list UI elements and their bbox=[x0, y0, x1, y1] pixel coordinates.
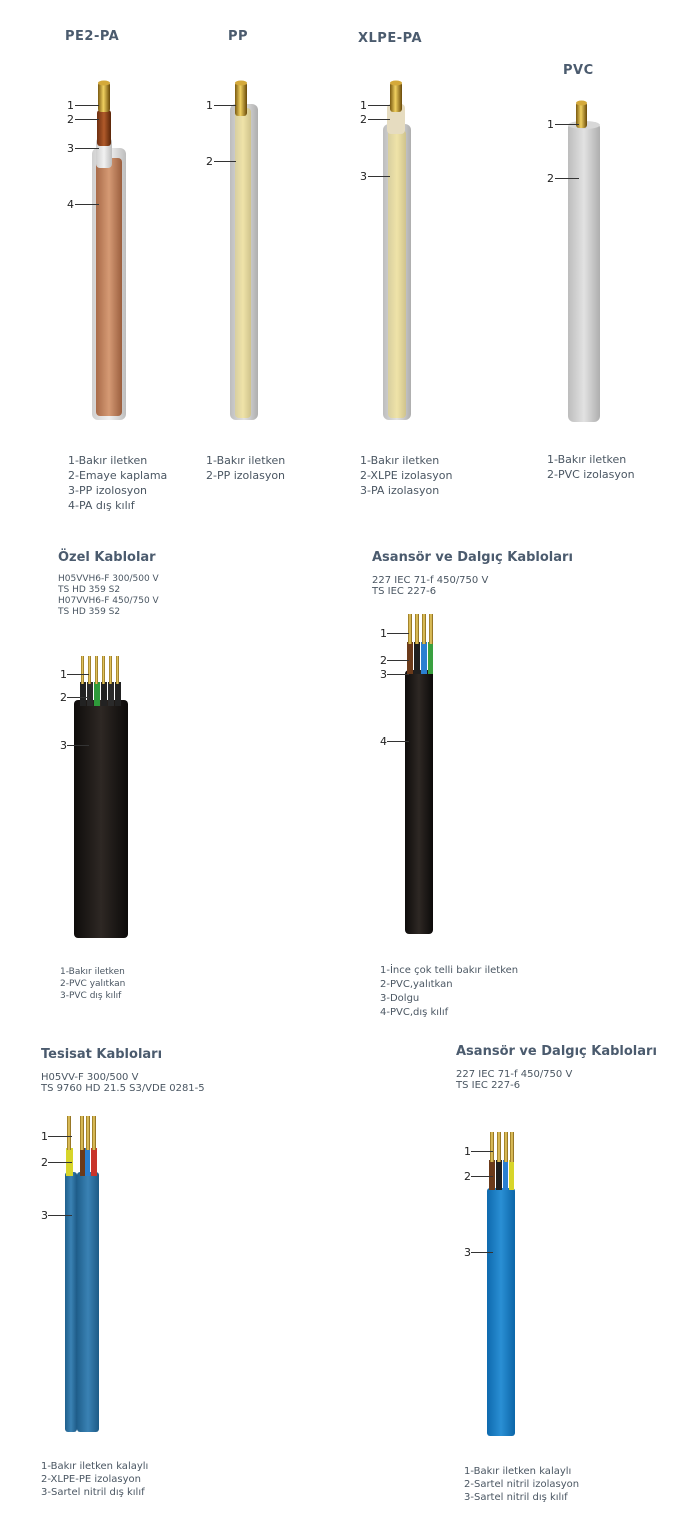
asansor2-leader-3 bbox=[471, 1252, 493, 1253]
pe2pa-num-3: 3 bbox=[67, 142, 74, 155]
asansor2-num-3: 3 bbox=[464, 1246, 471, 1259]
pp-num-2: 2 bbox=[206, 155, 213, 168]
pe2pa-leader-4 bbox=[75, 204, 99, 205]
pe2pa-title: PE2-PA bbox=[65, 29, 120, 44]
tesisat-cable-image bbox=[62, 1112, 106, 1434]
legend-line: 2-XLPE-PE izolasyon bbox=[41, 1474, 142, 1485]
legend-line: 3-PVC dış kılıf bbox=[60, 991, 122, 1001]
legend-line: 1-Bakır iletken bbox=[360, 454, 440, 467]
asansor1-num-3: 3 bbox=[380, 668, 387, 681]
pvc-leader-2 bbox=[555, 178, 579, 179]
xlpe-leader-3 bbox=[368, 176, 390, 177]
asansor1-leader-3 bbox=[387, 674, 409, 675]
tesisat-num-1: 1 bbox=[41, 1130, 48, 1143]
asansor1-num-4: 4 bbox=[380, 735, 387, 748]
spec-line: TS HD 359 S2 bbox=[58, 585, 121, 595]
legend-line: 4-PA dış kılıf bbox=[68, 499, 135, 512]
xlpe-num-2: 2 bbox=[360, 113, 367, 126]
xlpe-num-3: 3 bbox=[360, 170, 367, 183]
legend-line: 1-Bakır iletken bbox=[60, 967, 125, 977]
pp-legend bbox=[206, 453, 285, 483]
pvc-num-2: 2 bbox=[547, 172, 554, 185]
ozel-num-1: 1 bbox=[60, 668, 67, 681]
tesisat-title: Tesisat Kabloları bbox=[41, 1047, 163, 1062]
ozel-leader-3 bbox=[67, 745, 89, 746]
asansor2-legend bbox=[464, 1465, 579, 1504]
asansor2-leader-1 bbox=[471, 1151, 493, 1152]
ozel-num-3: 3 bbox=[60, 739, 67, 752]
asansor1-leader-2 bbox=[387, 660, 409, 661]
tesisat-leader-3 bbox=[48, 1215, 72, 1216]
pe2pa-leader-2 bbox=[75, 119, 99, 120]
pe2pa-num-2: 2 bbox=[67, 113, 74, 126]
asansor1-num-2: 2 bbox=[380, 654, 387, 667]
pvc-leader-1 bbox=[555, 124, 579, 125]
pe2pa-num-1: 1 bbox=[67, 99, 74, 112]
xlpe-leader-1 bbox=[368, 105, 390, 106]
pe2pa-leader-3 bbox=[75, 148, 99, 149]
legend-line: 1-İnce çok telli bakır iletken bbox=[380, 965, 519, 976]
asansor2-cable-image bbox=[485, 1128, 521, 1438]
spec-line: TS IEC 227-6 bbox=[456, 1080, 521, 1091]
spec-line: TS IEC 227-6 bbox=[372, 586, 437, 597]
spec-line: TS 9760 HD 21.5 S3/VDE 0281-5 bbox=[41, 1083, 205, 1094]
pe2pa-num-4: 4 bbox=[67, 198, 74, 211]
asansor2-title: Asansör ve Dalgıç Kabloları bbox=[456, 1044, 657, 1059]
asansor1-cable-image bbox=[402, 610, 442, 936]
spec-line: H07VVH6-F 450/750 V bbox=[58, 596, 159, 606]
legend-line: 2-PVC izolasyon bbox=[547, 468, 635, 481]
asansor2-leader-2 bbox=[471, 1176, 493, 1177]
xlpe-legend bbox=[360, 453, 452, 498]
pvc-wire-image bbox=[562, 98, 612, 424]
pp-wire-image bbox=[220, 78, 270, 423]
asansor1-title: Asansör ve Dalgıç Kabloları bbox=[372, 550, 573, 565]
legend-line: 2-Emaye kaplama bbox=[68, 469, 168, 482]
tesisat-specs bbox=[41, 1072, 205, 1094]
legend-line: 2-PVC,yalıtkan bbox=[380, 979, 453, 990]
asansor1-specs bbox=[372, 575, 488, 597]
legend-line: 1-Bakır iletken bbox=[206, 454, 286, 467]
ozel-specs bbox=[58, 574, 159, 618]
ozel-cable-image bbox=[72, 652, 132, 942]
xlpe-title: XLPE-PA bbox=[358, 31, 423, 46]
xlpe-num-1: 1 bbox=[360, 99, 367, 112]
spec-line: H05VVH6-F 300/500 V bbox=[58, 574, 159, 584]
asansor2-num-2: 2 bbox=[464, 1170, 471, 1183]
pvc-legend bbox=[547, 452, 635, 482]
pe2pa-legend bbox=[68, 453, 167, 513]
legend-line: 2-PVC yalıtkan bbox=[60, 979, 126, 989]
pe2pa-wire-image bbox=[60, 78, 140, 423]
pe2pa-leader-1 bbox=[75, 105, 99, 106]
legend-line: 1-Bakır iletken bbox=[547, 453, 627, 466]
ozel-leader-2 bbox=[67, 697, 89, 698]
legend-line: 3-PA izolasyon bbox=[360, 484, 440, 497]
legend-line: 3-Sartel nitril dış kılıf bbox=[464, 1492, 568, 1503]
legend-line: 3-Sartel nitril dış kılıf bbox=[41, 1487, 145, 1498]
legend-line: 2-XLPE izolasyon bbox=[360, 469, 453, 482]
legend-line: 3-PP izolosyon bbox=[68, 484, 148, 497]
legend-line: 1-Bakır iletken kalaylı bbox=[464, 1466, 572, 1477]
pp-num-1: 1 bbox=[206, 99, 213, 112]
legend-line: 4-PVC,dış kılıf bbox=[380, 1007, 449, 1018]
asansor2-specs bbox=[456, 1069, 572, 1091]
pp-title: PP bbox=[228, 29, 249, 44]
tesisat-num-3: 3 bbox=[41, 1209, 48, 1222]
legend-line: 3-Dolgu bbox=[380, 993, 420, 1004]
ozel-legend bbox=[60, 966, 125, 1002]
legend-line: 1-Bakır iletken bbox=[68, 454, 148, 467]
legend-line: 2-PP izolasyon bbox=[206, 469, 286, 482]
xlpe-leader-2 bbox=[368, 119, 390, 120]
spec-line: H05VV-F 300/500 V bbox=[41, 1072, 139, 1083]
legend-line: 2-Sartel nitril izolasyon bbox=[464, 1479, 580, 1490]
ozel-num-2: 2 bbox=[60, 691, 67, 704]
asansor1-legend bbox=[380, 964, 518, 1020]
ozel-title: Özel Kablolar bbox=[58, 550, 156, 565]
pvc-title: PVC bbox=[563, 63, 594, 78]
asansor1-leader-4 bbox=[387, 741, 409, 742]
xlpe-wire-image bbox=[375, 78, 425, 423]
asansor1-num-1: 1 bbox=[380, 627, 387, 640]
spec-line: 227 IEC 71-f 450/750 V bbox=[456, 1069, 573, 1080]
pvc-num-1: 1 bbox=[547, 118, 554, 131]
tesisat-num-2: 2 bbox=[41, 1156, 48, 1169]
tesisat-legend bbox=[41, 1460, 148, 1499]
pp-leader-2 bbox=[214, 161, 236, 162]
spec-line: TS HD 359 S2 bbox=[58, 607, 121, 617]
tesisat-leader-1 bbox=[48, 1136, 72, 1137]
tesisat-leader-2 bbox=[48, 1162, 72, 1163]
asansor1-leader-1 bbox=[387, 633, 409, 634]
asansor2-num-1: 1 bbox=[464, 1145, 471, 1158]
legend-line: 1-Bakır iletken kalaylı bbox=[41, 1461, 149, 1472]
spec-line: 227 IEC 71-f 450/750 V bbox=[372, 575, 489, 586]
ozel-leader-1 bbox=[67, 674, 89, 675]
pp-leader-1 bbox=[214, 105, 236, 106]
